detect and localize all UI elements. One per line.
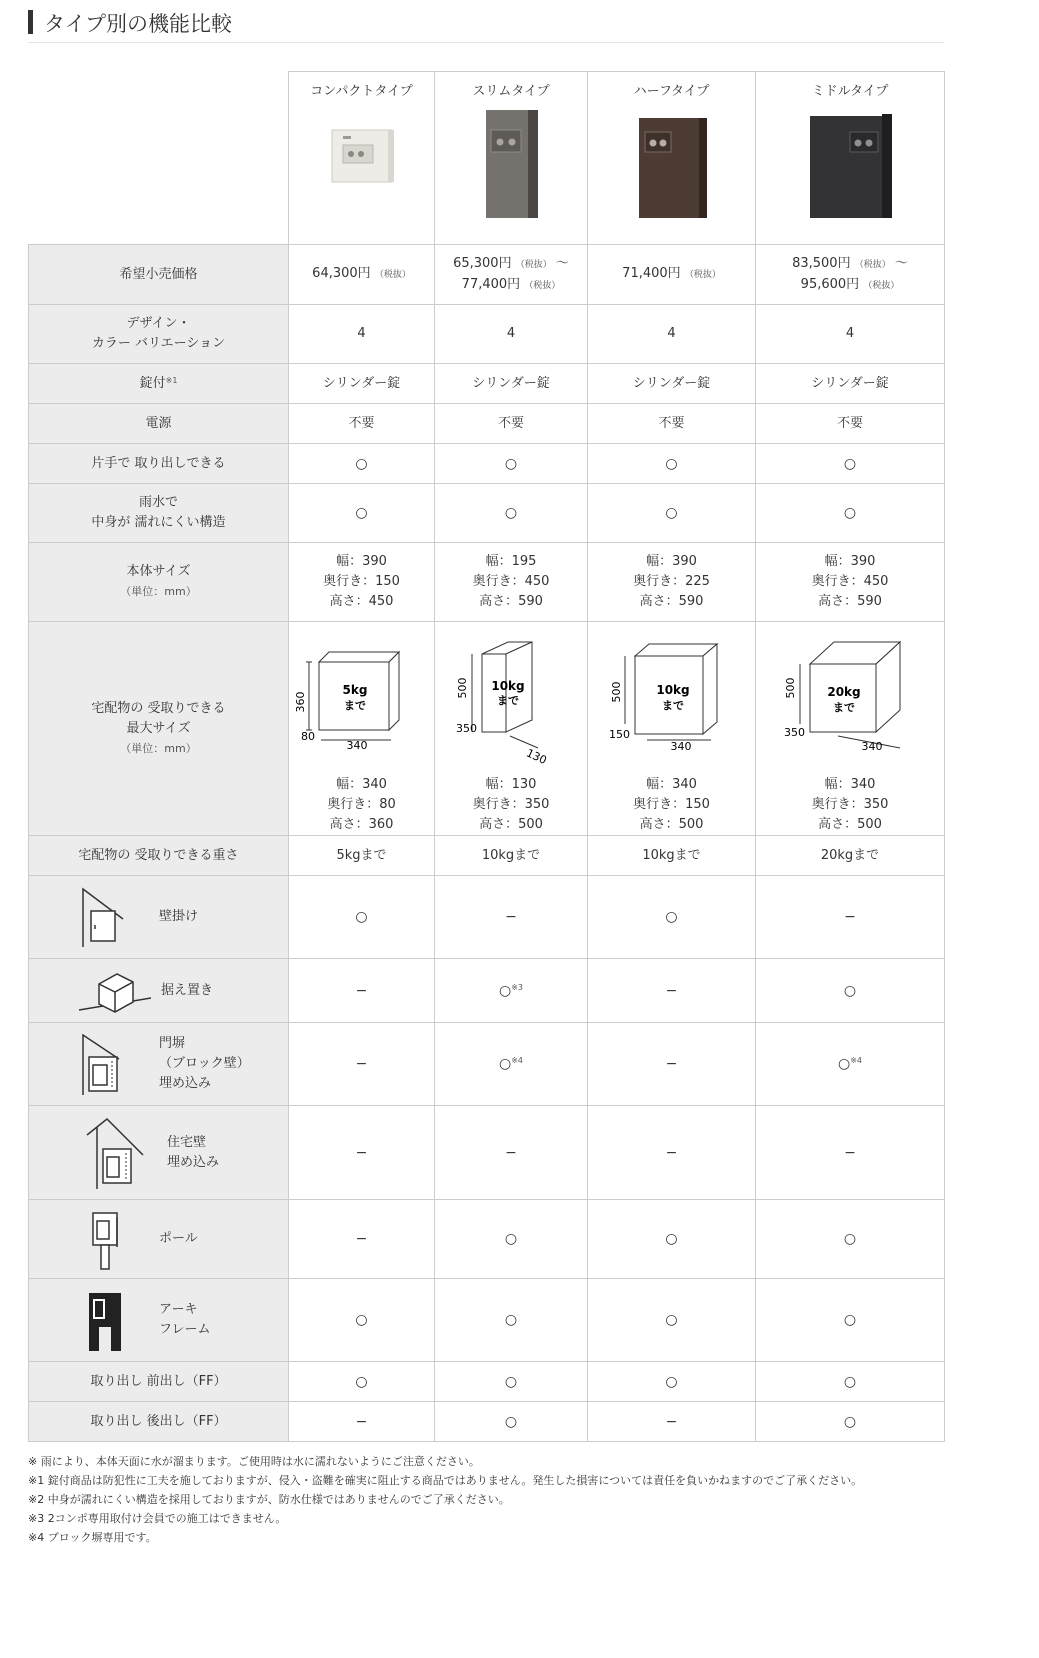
row-label bbox=[29, 484, 289, 543]
price-value: 71,400円 bbox=[622, 266, 681, 281]
table-cell: ○ bbox=[289, 444, 435, 484]
table-cell: ○ bbox=[289, 1279, 435, 1362]
table-cell: 10kgまで bbox=[435, 836, 588, 876]
table-cell: 4 bbox=[756, 305, 945, 364]
row-label-text: 壁掛け bbox=[159, 909, 199, 924]
row-label-text bbox=[167, 1133, 219, 1173]
cell-mark: − bbox=[505, 909, 517, 925]
cell-mark: − bbox=[665, 982, 678, 999]
table-cell: ○ bbox=[756, 484, 945, 543]
max-depth: 奥行き：350 bbox=[472, 797, 550, 812]
half-type-product-image bbox=[627, 106, 717, 224]
row-label-line: 埋め込み bbox=[167, 1154, 220, 1170]
row-label-text: 本体サイズ bbox=[126, 564, 191, 579]
table-cell bbox=[756, 1023, 945, 1106]
size-height: 高さ：590 bbox=[479, 594, 543, 609]
max-width: 幅：130 bbox=[485, 777, 537, 792]
table-cell bbox=[289, 543, 435, 622]
row-label: 希望小売価格 bbox=[29, 245, 289, 305]
table-row bbox=[29, 876, 945, 959]
size-width: 幅：390 bbox=[824, 554, 876, 569]
size-width: 幅：390 bbox=[646, 554, 697, 569]
dim-depth: 80 bbox=[300, 730, 315, 743]
dim-width: 130 bbox=[524, 746, 549, 768]
row-label: 取り出し 前出し（FF） bbox=[29, 1362, 289, 1402]
table-corner bbox=[29, 72, 289, 245]
table-cell: シリンダー錠 bbox=[289, 364, 435, 404]
table-cell: 10kgまで bbox=[588, 836, 756, 876]
dim-height: 500 bbox=[609, 681, 623, 703]
row-label-line: フレーム bbox=[159, 1322, 211, 1337]
weight-limit: 5kg bbox=[342, 683, 367, 697]
table-cell: ○ bbox=[756, 1402, 945, 1442]
table-row bbox=[29, 305, 945, 364]
table-cell: 20kgまで bbox=[756, 836, 945, 876]
row-label-line: 中身が 濡れにくい構造 bbox=[91, 515, 226, 530]
table-row bbox=[29, 444, 945, 484]
table-cell: ○ bbox=[756, 1362, 945, 1402]
footnote: ※ 雨により、本体天面に水が溜まります。ご使用時は水に濡れないようにご注意ください。 bbox=[28, 1455, 480, 1468]
table-cell: − bbox=[756, 1106, 945, 1200]
product-name: ハーフタイプ bbox=[633, 84, 710, 99]
table-cell: ○ bbox=[756, 1200, 945, 1279]
cell-mark: − bbox=[355, 1056, 368, 1072]
table-cell: ○ bbox=[756, 1279, 945, 1362]
cell-mark: ○ bbox=[665, 909, 678, 925]
max-depth: 奥行き：150 bbox=[633, 797, 710, 812]
table-cell bbox=[289, 876, 435, 959]
cell-mark: ○ bbox=[498, 1056, 512, 1072]
product-header bbox=[756, 72, 945, 245]
table-cell: シリンダー錠 bbox=[588, 364, 756, 404]
table-row bbox=[29, 622, 945, 836]
price-tilde: 〜 bbox=[555, 255, 569, 271]
tax-note: （税抜） bbox=[684, 270, 721, 280]
row-label-line: 最大サイズ bbox=[126, 720, 191, 736]
table-cell bbox=[588, 245, 756, 305]
row-label bbox=[29, 1279, 289, 1362]
table-row bbox=[29, 364, 945, 404]
table-cell: シリンダー錠 bbox=[756, 364, 945, 404]
max-width: 幅：340 bbox=[336, 777, 387, 792]
table-cell: − bbox=[435, 1106, 588, 1200]
table-cell: 不要 bbox=[756, 404, 945, 444]
max-width: 幅：340 bbox=[824, 777, 876, 792]
block-wall-embed-icon bbox=[79, 1031, 125, 1097]
table-row bbox=[29, 959, 945, 1023]
row-label bbox=[29, 305, 289, 364]
max-width: 幅：340 bbox=[646, 777, 697, 792]
table-cell: ○ bbox=[756, 444, 945, 484]
table-cell bbox=[588, 959, 756, 1023]
table-cell bbox=[756, 245, 945, 305]
comparison-table bbox=[28, 71, 945, 1442]
footnote: ※1 錠付商品は防犯性に工夫を施しておりますが、侵入・盗難を確実に阻止する商品ではありません。発生した損害については責任を負いかねますのでご了承ください。 bbox=[28, 1474, 863, 1487]
dim-depth: 150 bbox=[608, 728, 630, 741]
weight-limit-suffix: まで bbox=[661, 699, 684, 712]
row-label: 電源 bbox=[29, 404, 289, 444]
table-row bbox=[29, 245, 945, 305]
max-height: 高さ：500 bbox=[818, 817, 882, 832]
cell-mark: ○ bbox=[843, 982, 857, 999]
table-cell: ○ bbox=[289, 1362, 435, 1402]
footnote: ※3 2コンポ専用取付け会員での施工はできません。 bbox=[28, 1512, 287, 1525]
row-label bbox=[29, 1023, 289, 1106]
row-label-text: 錠付 bbox=[139, 375, 166, 391]
size-depth: 奥行き：450 bbox=[811, 574, 889, 589]
table-cell: − bbox=[289, 1200, 435, 1279]
arch-frame-icon bbox=[83, 1287, 129, 1353]
table-cell bbox=[435, 876, 588, 959]
wall-mount-icon bbox=[79, 885, 125, 949]
table-cell bbox=[588, 1023, 756, 1106]
row-label-line: （ブロック壁） bbox=[159, 1056, 250, 1071]
table-cell bbox=[588, 543, 756, 622]
price-value: 65,300円 bbox=[453, 255, 512, 271]
dim-height: 500 bbox=[784, 677, 797, 699]
table-row bbox=[29, 1200, 945, 1279]
table-cell: − bbox=[289, 1402, 435, 1442]
product-name: スリムタイプ bbox=[472, 84, 550, 99]
size-depth: 奥行き：150 bbox=[323, 574, 400, 589]
size-height: 高さ：590 bbox=[818, 594, 882, 609]
title-bar-accent bbox=[28, 10, 33, 34]
table-cell: 5kgまで bbox=[289, 836, 435, 876]
product-name: コンパクトタイプ bbox=[310, 84, 413, 99]
table-cell: ○ bbox=[435, 444, 588, 484]
max-parcel-size-diagram bbox=[446, 632, 576, 768]
table-cell: 不要 bbox=[435, 404, 588, 444]
section-title-text: タイプ別の機能比較 bbox=[44, 12, 232, 36]
table-cell bbox=[756, 959, 945, 1023]
size-depth: 奥行き：225 bbox=[633, 574, 710, 589]
weight-limit: 10kg bbox=[655, 683, 690, 697]
price-value: 64,300円 bbox=[312, 266, 371, 281]
table-row bbox=[29, 1362, 945, 1402]
tax-note: （税抜） bbox=[863, 280, 900, 291]
cell-mark: − bbox=[844, 909, 856, 925]
weight-limit: 10kg bbox=[491, 679, 525, 693]
pole-icon bbox=[83, 1207, 129, 1271]
cell-mark: − bbox=[355, 982, 368, 999]
max-height: 高さ：360 bbox=[329, 817, 394, 832]
max-parcel-size-diagram bbox=[607, 632, 737, 752]
table-cell: − bbox=[289, 1106, 435, 1200]
max-parcel-size-diagram bbox=[780, 632, 920, 752]
max-height: 高さ：500 bbox=[479, 817, 543, 832]
row-label bbox=[29, 959, 289, 1023]
row-label-line: カラー バリエーション bbox=[91, 336, 226, 351]
footnote: ※2 中身が濡れにくい構造を採用しておりますが、防水仕様ではありませんのでご了承ください。 bbox=[28, 1493, 510, 1506]
weight-limit: 20kg bbox=[827, 685, 861, 699]
table-cell bbox=[588, 622, 756, 836]
row-label: 取り出し 後出し（FF） bbox=[29, 1402, 289, 1442]
table-cell: ○ bbox=[588, 1279, 756, 1362]
max-depth: 奥行き：80 bbox=[327, 797, 396, 812]
weight-limit-suffix: まで bbox=[343, 699, 366, 712]
table-cell: − bbox=[588, 1402, 756, 1442]
row-label-text: 据え置き bbox=[161, 982, 214, 998]
footnote: ※4 ブロック塀専用です。 bbox=[28, 1531, 157, 1544]
table-row bbox=[29, 1402, 945, 1442]
dim-width: 340 bbox=[670, 740, 691, 753]
table-row bbox=[29, 1023, 945, 1106]
weight-limit-suffix: まで bbox=[833, 701, 855, 714]
row-label bbox=[29, 543, 289, 622]
table-cell: ○ bbox=[435, 1402, 588, 1442]
table-cell: ○ bbox=[435, 1279, 588, 1362]
table-cell bbox=[289, 245, 435, 305]
unit-note: （単位：mm） bbox=[120, 585, 197, 598]
table-cell: ○ bbox=[588, 484, 756, 543]
table-header-row bbox=[29, 72, 945, 245]
table-cell bbox=[289, 622, 435, 836]
table-row bbox=[29, 1279, 945, 1362]
row-label bbox=[29, 876, 289, 959]
row-label-line: 門塀 bbox=[159, 1036, 186, 1051]
price-value: 95,600円 bbox=[800, 276, 860, 292]
row-label-text bbox=[159, 1034, 250, 1094]
table-cell: 不要 bbox=[588, 404, 756, 444]
tax-note: （税抜） bbox=[854, 259, 891, 270]
row-label-text: ポール bbox=[159, 1231, 198, 1246]
row-label-text bbox=[159, 1300, 210, 1340]
dim-depth: 350 bbox=[784, 726, 805, 739]
price-tilde: 〜 bbox=[894, 255, 908, 271]
row-label: 宅配物の 受取りできる重さ bbox=[29, 836, 289, 876]
tax-note: （税抜） bbox=[515, 259, 552, 270]
product-name: ミドルタイプ bbox=[811, 84, 889, 99]
footnote-ref: ※1 bbox=[165, 375, 178, 385]
row-label-line: 埋め込み bbox=[159, 1076, 212, 1091]
footnote-ref: ※4 bbox=[511, 1056, 523, 1065]
row-label bbox=[29, 622, 289, 836]
cell-mark: ○ bbox=[837, 1056, 851, 1072]
table-cell: ○ bbox=[435, 484, 588, 543]
section-title bbox=[28, 6, 944, 43]
compact-type-product-image bbox=[322, 112, 402, 192]
table-cell: ○ bbox=[588, 1362, 756, 1402]
dim-width: 340 bbox=[346, 739, 367, 752]
row-label-line: 宅配物の 受取りできる bbox=[91, 700, 226, 716]
footnote-ref: ※4 bbox=[850, 1056, 862, 1065]
middle-type-product-image bbox=[800, 106, 900, 224]
table-cell: ○ bbox=[588, 444, 756, 484]
table-cell: 不要 bbox=[289, 404, 435, 444]
cell-mark: ○ bbox=[498, 982, 512, 999]
table-cell bbox=[435, 1023, 588, 1106]
table-row bbox=[29, 836, 945, 876]
max-parcel-size-diagram bbox=[293, 632, 427, 752]
table-row bbox=[29, 404, 945, 444]
table-row bbox=[29, 1106, 945, 1200]
row-label bbox=[29, 364, 289, 404]
tax-note: （税抜） bbox=[524, 280, 561, 291]
table-row bbox=[29, 484, 945, 543]
row-label bbox=[29, 1200, 289, 1279]
dim-depth: 350 bbox=[456, 722, 477, 735]
floor-standing-icon bbox=[77, 968, 153, 1014]
price-value: 77,400円 bbox=[461, 276, 521, 292]
table-cell bbox=[588, 876, 756, 959]
table-cell: 4 bbox=[588, 305, 756, 364]
size-height: 高さ：590 bbox=[639, 594, 704, 609]
table-cell bbox=[756, 622, 945, 836]
max-depth: 奥行き：350 bbox=[811, 797, 889, 812]
product-header bbox=[435, 72, 588, 245]
dim-height: 360 bbox=[293, 691, 307, 713]
footnote-ref: ※3 bbox=[511, 982, 523, 992]
product-header bbox=[588, 72, 756, 245]
table-cell: シリンダー錠 bbox=[435, 364, 588, 404]
row-label: 片手で 取り出しできる bbox=[29, 444, 289, 484]
table-cell: 4 bbox=[435, 305, 588, 364]
house-wall-embed-icon bbox=[85, 1115, 145, 1191]
table-cell bbox=[435, 543, 588, 622]
cell-mark: ○ bbox=[355, 909, 368, 925]
table-cell: − bbox=[588, 1106, 756, 1200]
price-value: 83,500円 bbox=[792, 255, 851, 271]
unit-note: （単位：mm） bbox=[120, 741, 197, 755]
row-label bbox=[29, 1106, 289, 1200]
table-row bbox=[29, 543, 945, 622]
weight-limit-suffix: まで bbox=[497, 694, 519, 707]
row-label-line: アーキ bbox=[159, 1302, 198, 1317]
product-header bbox=[289, 72, 435, 245]
row-label-line: 住宅壁 bbox=[167, 1134, 207, 1150]
table-cell: ○ bbox=[588, 1200, 756, 1279]
size-width: 幅：390 bbox=[336, 554, 387, 569]
table-cell bbox=[289, 959, 435, 1023]
row-label-line: デザイン・ bbox=[126, 316, 191, 331]
table-cell: ○ bbox=[435, 1200, 588, 1279]
size-height: 高さ：450 bbox=[329, 594, 394, 609]
table-cell bbox=[756, 876, 945, 959]
slim-type-product-image bbox=[471, 106, 551, 224]
dim-height: 500 bbox=[456, 677, 469, 699]
table-cell bbox=[435, 622, 588, 836]
size-width: 幅：195 bbox=[485, 554, 537, 569]
row-label-line: 雨水で bbox=[138, 495, 178, 510]
table-cell bbox=[435, 959, 588, 1023]
max-height: 高さ：500 bbox=[639, 817, 704, 832]
table-cell: ○ bbox=[289, 484, 435, 543]
footnotes bbox=[28, 1452, 948, 1547]
table-cell: ○ bbox=[435, 1362, 588, 1402]
size-depth: 奥行き：450 bbox=[472, 574, 550, 589]
dim-width: 340 bbox=[861, 740, 883, 753]
tax-note: （税抜） bbox=[374, 270, 411, 280]
table-cell bbox=[435, 245, 588, 305]
table-cell: 4 bbox=[289, 305, 435, 364]
table-cell bbox=[756, 543, 945, 622]
table-cell bbox=[289, 1023, 435, 1106]
cell-mark: − bbox=[665, 1056, 678, 1072]
